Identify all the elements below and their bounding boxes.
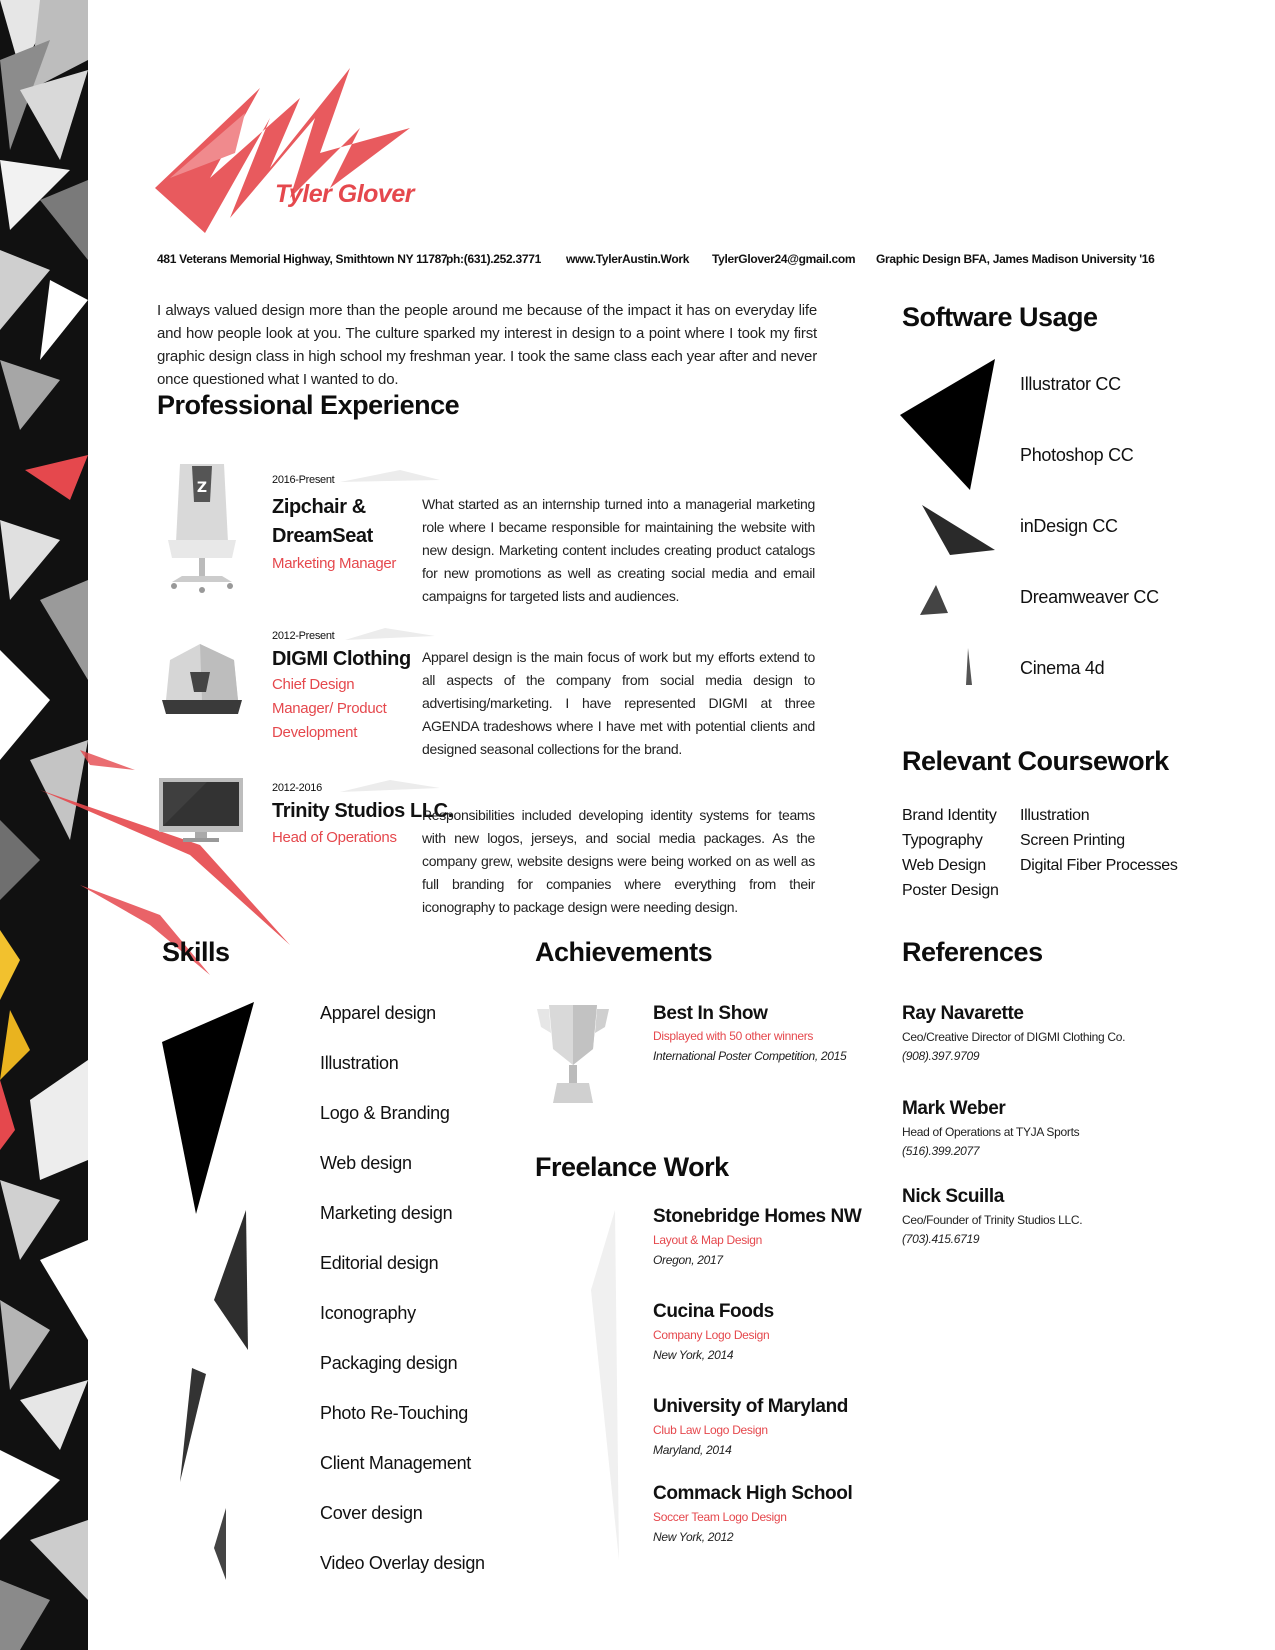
hat-icon — [160, 640, 244, 718]
reference-name: Nick Scuilla — [902, 1186, 1004, 1207]
skill-item: Logo & Branding — [320, 1103, 450, 1123]
achievement-title: Best In Show — [653, 1003, 768, 1024]
reference-title: Ceo/Creative Director of DIGMI Clothing Co. — [902, 1030, 1126, 1044]
contact-email[interactable]: TylerGlover24@gmail.com — [712, 252, 856, 266]
job-role: Marketing Manager — [272, 555, 397, 572]
freelance-meta: New York, 2014 — [653, 1348, 734, 1362]
reference-title: Head of Operations at TYJA Sports — [902, 1125, 1080, 1139]
reference-phone: (516).399.2077 — [902, 1144, 980, 1158]
office-chair-icon — [162, 462, 242, 600]
skill-item: Cover design — [320, 1503, 423, 1523]
job-description: What started as an internship turned into a managerial marketing role where I became responsible for maintaining the website with new design. Marketing content includes creating product catalogs for new promotions as well as creating social media and email campaigns for targeted lists and audiences. — [422, 496, 815, 604]
coursework-heading: Relevant Coursework — [902, 746, 1169, 776]
freelance-title: University of Maryland — [653, 1396, 848, 1417]
software-item: Photoshop CC — [1020, 445, 1134, 465]
skill-item: Photo Re-Touching — [320, 1403, 468, 1423]
brand-name: Tyler Glover — [275, 180, 414, 208]
svg-text:Z: Z — [196, 480, 208, 496]
trophy-icon — [535, 1003, 611, 1105]
skill-item: Client Management — [320, 1453, 471, 1473]
skill-item: Web design — [320, 1153, 412, 1173]
freelance-meta: Maryland, 2014 — [653, 1443, 732, 1457]
freelance-heading: Freelance Work — [535, 1152, 729, 1182]
achievement-subtitle: Displayed with 50 other winners — [653, 1029, 814, 1043]
contact-address: 481 Veterans Memorial Highway, Smithtown NY 11787 — [157, 252, 448, 266]
job-company: Trinity Studios LLC. — [272, 800, 453, 822]
course-item: Screen Printing — [1020, 832, 1125, 849]
software-item: inDesign CC — [1020, 516, 1118, 536]
software-item: Dreamweaver CC — [1020, 587, 1159, 607]
skills-triangles — [158, 1000, 258, 1590]
job-date: 2012-2016 — [272, 782, 322, 794]
job-description: Apparel design is the main focus of work but my efforts extend to all aspects of the company from social media design to advertising/marketing. I have represented DIGMI at three AGENDA tradeshows where I have met with potential clients and designed seasonal collections for the brand. — [422, 649, 815, 757]
course-item: Poster Design — [902, 882, 999, 899]
decorative-shard — [340, 470, 440, 484]
freelance-subtitle: Soccer Team Logo Design — [653, 1510, 787, 1524]
skill-item: Marketing design — [320, 1203, 453, 1223]
freelance-title: Commack High School — [653, 1483, 853, 1504]
course-item: Web Design — [902, 857, 986, 874]
freelance-subtitle: Club Law Logo Design — [653, 1423, 768, 1437]
contact-phone: ph:(631).252.3771 — [446, 252, 541, 266]
freelance-meta: New York, 2012 — [653, 1530, 734, 1544]
freelance-meta: Oregon, 2017 — [653, 1253, 723, 1267]
freelance-subtitle: Layout & Map Design — [653, 1233, 763, 1247]
decorative-shard — [340, 780, 440, 794]
reference-phone: (908).397.9709 — [902, 1049, 980, 1063]
skill-item: Apparel design — [320, 1003, 436, 1023]
decorative-shard — [345, 628, 435, 642]
job-description: Responsibilities included developing identity systems for teams with new logos, jerseys, and social media packages. As the company grew, website designs were being worked on as well as full branding for companies where everything from their iconography to package design were needing design. — [422, 807, 815, 915]
reference-phone: (703).415.6719 — [902, 1232, 980, 1246]
achievement-meta: International Poster Competition, 2015 — [653, 1049, 847, 1063]
job-role: Chief Design Manager/ Product Development — [272, 676, 387, 741]
skill-item: Editorial design — [320, 1253, 439, 1273]
skill-item: Illustration — [320, 1053, 399, 1073]
intro-paragraph: I always valued design more than the people around me because of the impact it has on everyday life and how people look at you. The culture sparked my interest in design to a point where I took my first graphic design class in high school my freshman year. I took the same class each year after and never once questioned what I wanted to do. — [157, 302, 817, 388]
course-item: Illustration — [1020, 807, 1090, 824]
software-item: Illustrator CC — [1020, 374, 1121, 394]
software-heading: Software Usage — [902, 302, 1098, 332]
monitor-icon — [157, 776, 245, 844]
freelance-title: Cucina Foods — [653, 1301, 774, 1322]
skill-item: Packaging design — [320, 1353, 458, 1373]
course-item: Digital Fiber Processes — [1020, 857, 1178, 874]
reference-name: Mark Weber — [902, 1098, 1006, 1119]
skills-heading: Skills — [162, 937, 230, 967]
software-triangles — [900, 355, 1010, 695]
freelance-subtitle: Company Logo Design — [653, 1328, 770, 1342]
decorative-shard — [585, 1210, 621, 1560]
job-company: DIGMI Clothing — [272, 648, 411, 670]
job-date: 2012-Present — [272, 630, 335, 642]
contact-education: Graphic Design BFA, James Madison University '16 — [876, 252, 1155, 266]
course-item: Brand Identity — [902, 807, 997, 824]
job-role: Head of Operations — [272, 829, 397, 846]
achievements-heading: Achievements — [535, 937, 713, 967]
references-heading: References — [902, 937, 1043, 967]
freelance-title: Stonebridge Homes NW — [653, 1206, 862, 1227]
course-item: Typography — [902, 832, 983, 849]
experience-heading: Professional Experience — [157, 390, 460, 420]
skill-item: Video Overlay design — [320, 1553, 485, 1573]
software-item: Cinema 4d — [1020, 658, 1105, 678]
reference-name: Ray Navarette — [902, 1003, 1024, 1024]
job-date: 2016-Present — [272, 474, 335, 486]
job-company: Zipchair & DreamSeat — [272, 496, 373, 547]
skill-item: Iconography — [320, 1303, 416, 1323]
reference-title: Ceo/Founder of Trinity Studios LLC. — [902, 1213, 1083, 1227]
logo-lightning-mark — [150, 58, 430, 238]
contact-website[interactable]: www.TylerAustin.Work — [566, 252, 690, 266]
